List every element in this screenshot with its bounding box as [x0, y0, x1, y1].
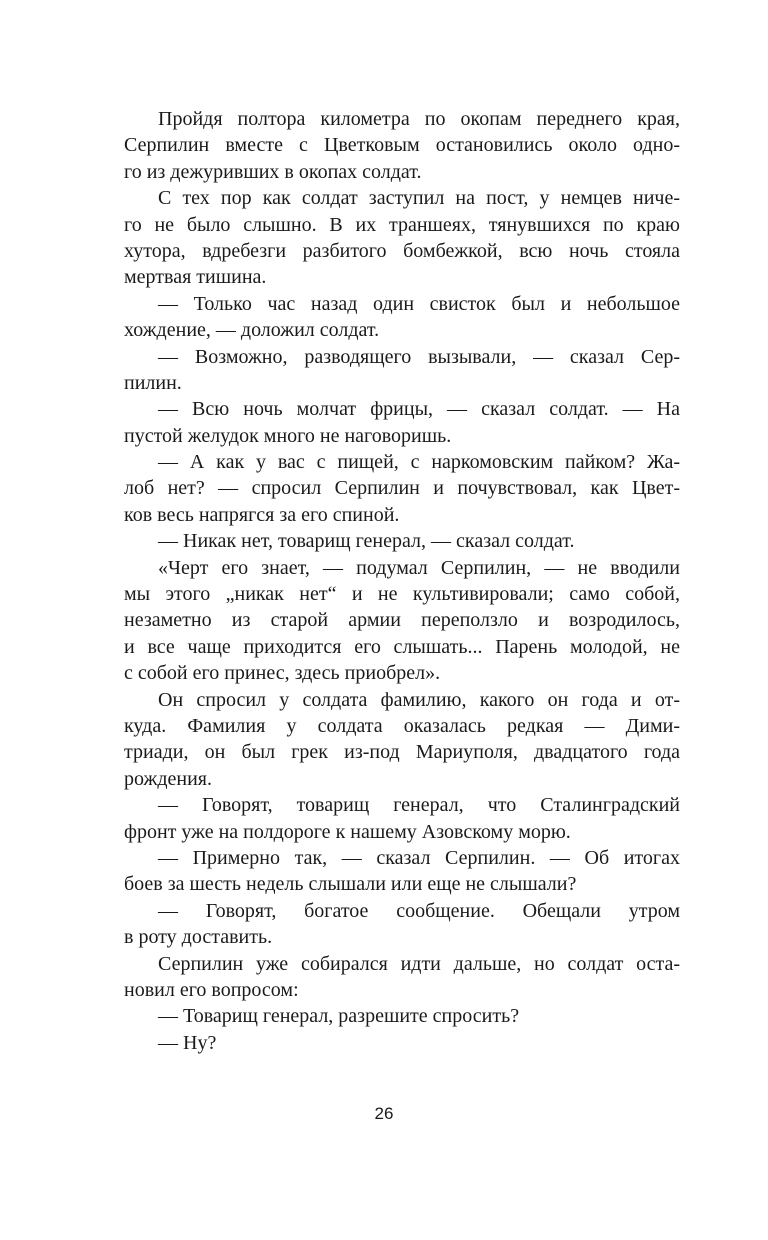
text-line: и все чаще приходится его слышать... Парень молодой, не — [124, 635, 680, 658]
text-line: ков весь напрягся за его спиной. — [124, 503, 400, 526]
text-line: незаметно из старой армии переползло и возродилось, — [124, 609, 680, 632]
text-line: куда. Фамилия у солдата оказалась редкая — Дими- — [124, 714, 680, 737]
text-line: — Ну? — [158, 1031, 217, 1054]
text-line: — Никак нет, товарищ генерал, — сказал солдат. — [158, 530, 575, 553]
text-line: Он спросил у солдата фамилию, какого он года и от- — [158, 688, 680, 711]
page-number: 26 — [374, 1104, 394, 1123]
text-line: го из дежуривших в окопах солдат. — [124, 160, 422, 183]
text-line: мертвая тишина. — [124, 266, 267, 289]
text-line: — Говорят, богатое сообщение. Обещали утром — [158, 899, 680, 922]
text-line: — Только час назад один свисток был и небольшое — [158, 292, 680, 315]
text-line: — Говорят, товарищ генерал, что Сталинградский — [158, 794, 680, 817]
text-line: Пройдя полтора километра по окопам переднего края, — [158, 108, 680, 130]
text-line: пилин. — [124, 371, 182, 394]
text-line: хутора, вдребезги разбитого бомбежкой, всю ночь стояла — [124, 239, 680, 262]
text-line: новил его вопросом: — [124, 978, 299, 1001]
text-line: триади, он был грек из-под Мариуполя, двадцатого года — [124, 741, 680, 764]
text-line: С тех пор как солдат заступил на пост, у немцев ниче- — [158, 187, 680, 210]
text-line: лоб нет? — спросил Серпилин и почувствовал, как Цвет- — [124, 477, 680, 500]
text-line: хождение, — доложил солдат. — [124, 319, 380, 342]
text-line: — Примерно так, — сказал Серпилин. — Об итогах — [158, 846, 680, 869]
text-line: — Возможно, разводящего вызывали, — сказал Сер- — [158, 345, 680, 368]
text-line: в роту доставить. — [124, 926, 273, 949]
text-line: с собой его принес, здесь приобрел». — [124, 662, 441, 685]
text-line: рождения. — [124, 767, 212, 790]
text-line: го не было слышно. В их траншеях, тянувшихся по краю — [124, 213, 680, 236]
page-text — [124, 106, 680, 1056]
text-line: Серпилин вместе с Цветковым остановились около одно- — [124, 134, 680, 157]
text-line: боев за шесть недель слышали или еще не слышали? — [124, 873, 577, 896]
text-line: Серпилин уже собирался идти дальше, но солдат оста- — [158, 952, 680, 975]
text-line: фронт уже на полдороге к нашему Азовскому морю. — [124, 820, 571, 843]
text-line: мы этого „никак нет“ и не культивировали; само собой, — [124, 583, 680, 606]
text-line: «Черт его знает, — подумал Серпилин, — не вводили — [158, 556, 680, 579]
text-line: — Товарищ генерал, разрешите спросить? — [158, 1005, 520, 1028]
text-line: пустой желудок много не наговоришь. — [124, 424, 452, 447]
text-line: — А как у вас с пищей, с наркомовским пайком? Жа- — [158, 451, 680, 474]
text-line: — Всю ночь молчат фрицы, — сказал солдат. — На — [158, 398, 680, 421]
